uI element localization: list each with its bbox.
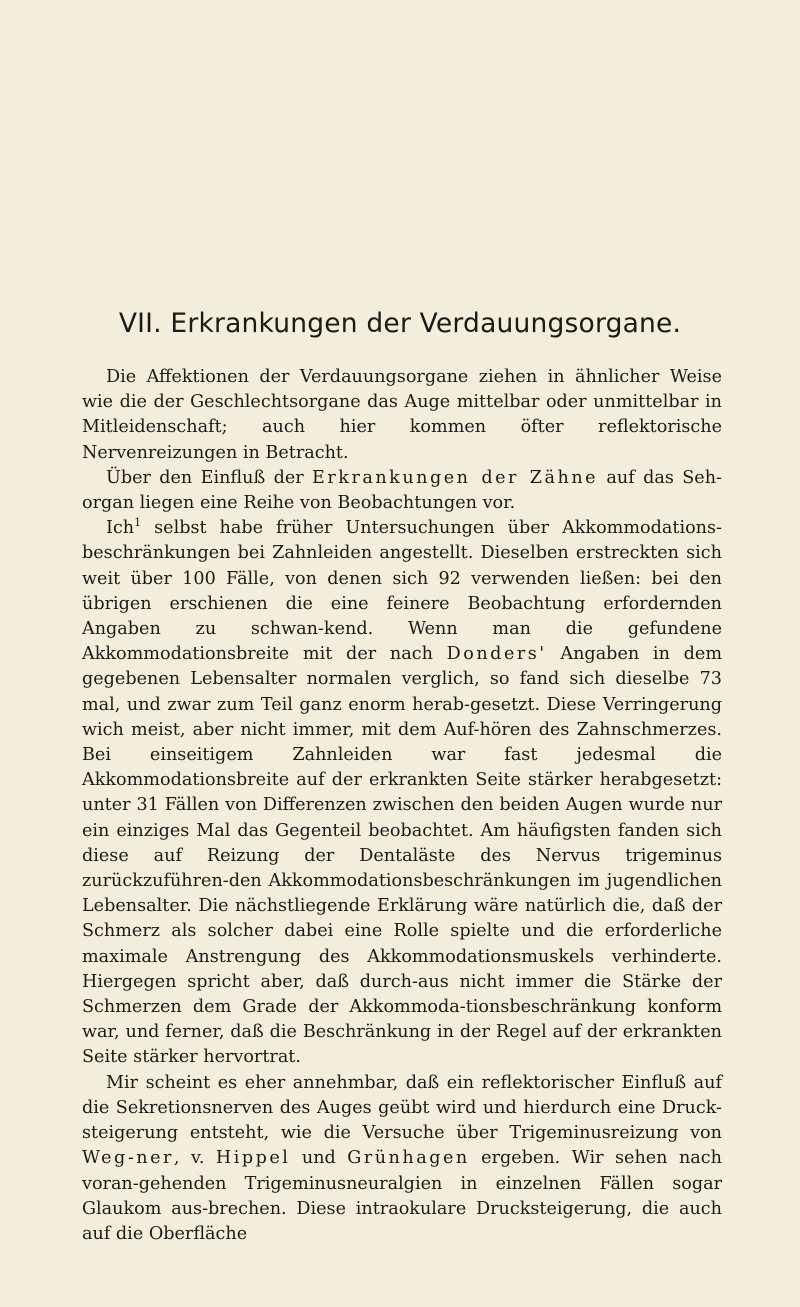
paragraph-2-text-b: auf das Seh-organ liegen eine Reihe von Beobachtungen vor. (82, 467, 722, 514)
paragraph-2 (82, 466, 722, 516)
spaced-name-gruenhagen: Grünhagen (347, 1148, 470, 1169)
paragraph-4 (82, 1071, 722, 1247)
paragraph-1: Die Affektionen der Verdauungsorgane ziehen in ähnlicher Weise wie die der Geschlechtsorgane das Auge mittelbar oder unmittelbar in Mitleidenschaft; auch hier kommen öfter reflektorische Nervenreizungen in Betracht. (82, 367, 722, 463)
spaced-name-wegner: Weg-ner (82, 1148, 174, 1169)
paragraph-2-text-a: Über den Einfluß der (106, 467, 313, 488)
paragraph-4-text-c: und (290, 1148, 348, 1169)
spaced-name-hippel: Hippel (215, 1148, 291, 1169)
paragraph-3 (82, 516, 722, 1070)
paragraph-3-text-b: selbst habe früher Untersuchungen über Akkommodations-beschränkungen bei Zahnleiden angestellt. Dieselben erstreckten sich weit über 100 Fälle, von denen sich 92 verwenden ließen: bei den übrigen erschienen die eine feinere Beobachtung erfordernden Angaben zu schwan-kend. Wenn man die gefundene Akkommodationsbreite mit der nach (82, 518, 722, 665)
body-text (82, 365, 722, 1247)
paragraph-3-text-c: Angaben in dem gegebenen Lebensalter normalen verglich, so fand sich dieselbe 73 mal, und zwar zum Teil ganz enorm herab-gesetzt. Diese Verringerung wich meist, aber nicht immer, mit dem Auf-hören des Zahnschmerzes. Bei einseitigem Zahnleiden war fast jedesmal die Akkommodationsbreite auf der erkrankten Seite stärker herabgesetzt: unter 31 Fällen von Differenzen zwischen den beiden Augen wurde nur ein einziges Mal das Gegenteil beobachtet. Am häufigsten fanden sich diese auf Reizung der Dentaläste des Nervus trigeminus zurückzuführen-den Akkommodationsbeschränkungen im jugendlichen Lebensalter. Die nächstliegende Erklärung wäre natürlich die, daß der Schmerz als solcher dabei eine Rolle spielte und die erforderliche maximale Anstrengung des Akkommodationsmuskels verhinderte. Hiergegen spricht aber, daß durch-aus nicht immer die Stärke der Schmerzen dem Grade der Akkommoda-tionsbeschränkung konform war, und ferner, daß die Beschränkung in der Regel auf der erkrankten Seite stärker hervortrat. (82, 644, 723, 1068)
paragraph-3-text-a: Ich (106, 518, 135, 539)
spaced-name-donders: Donders' (446, 644, 547, 665)
paragraph-4-text-a: Mir scheint es eher annehmbar, daß ein reflektorischer Einfluß auf die Sekretionsnerven des Auges geübt wird und hierdurch eine Druck-steigerung entsteht, wie die Versuche über Trigeminusreizung von (82, 1072, 722, 1144)
chapter-title: VII. Erkrankungen der Verdauungsorgane. (118, 308, 682, 339)
paragraph-4-text-b: , v. (173, 1148, 216, 1169)
footnote-marker: 1 (134, 516, 142, 530)
spaced-term-tooth-diseases: Erkrankungen der Zähne (312, 467, 599, 488)
paragraph-4-text-d: ergeben. Wir sehen nach voran-gehenden Trigeminusneuralgien in einzelnen Fällen sogar Glaukom aus-brechen. Diese intraokulare Drucksteigerung, die auch auf die Oberfläche (82, 1148, 722, 1244)
